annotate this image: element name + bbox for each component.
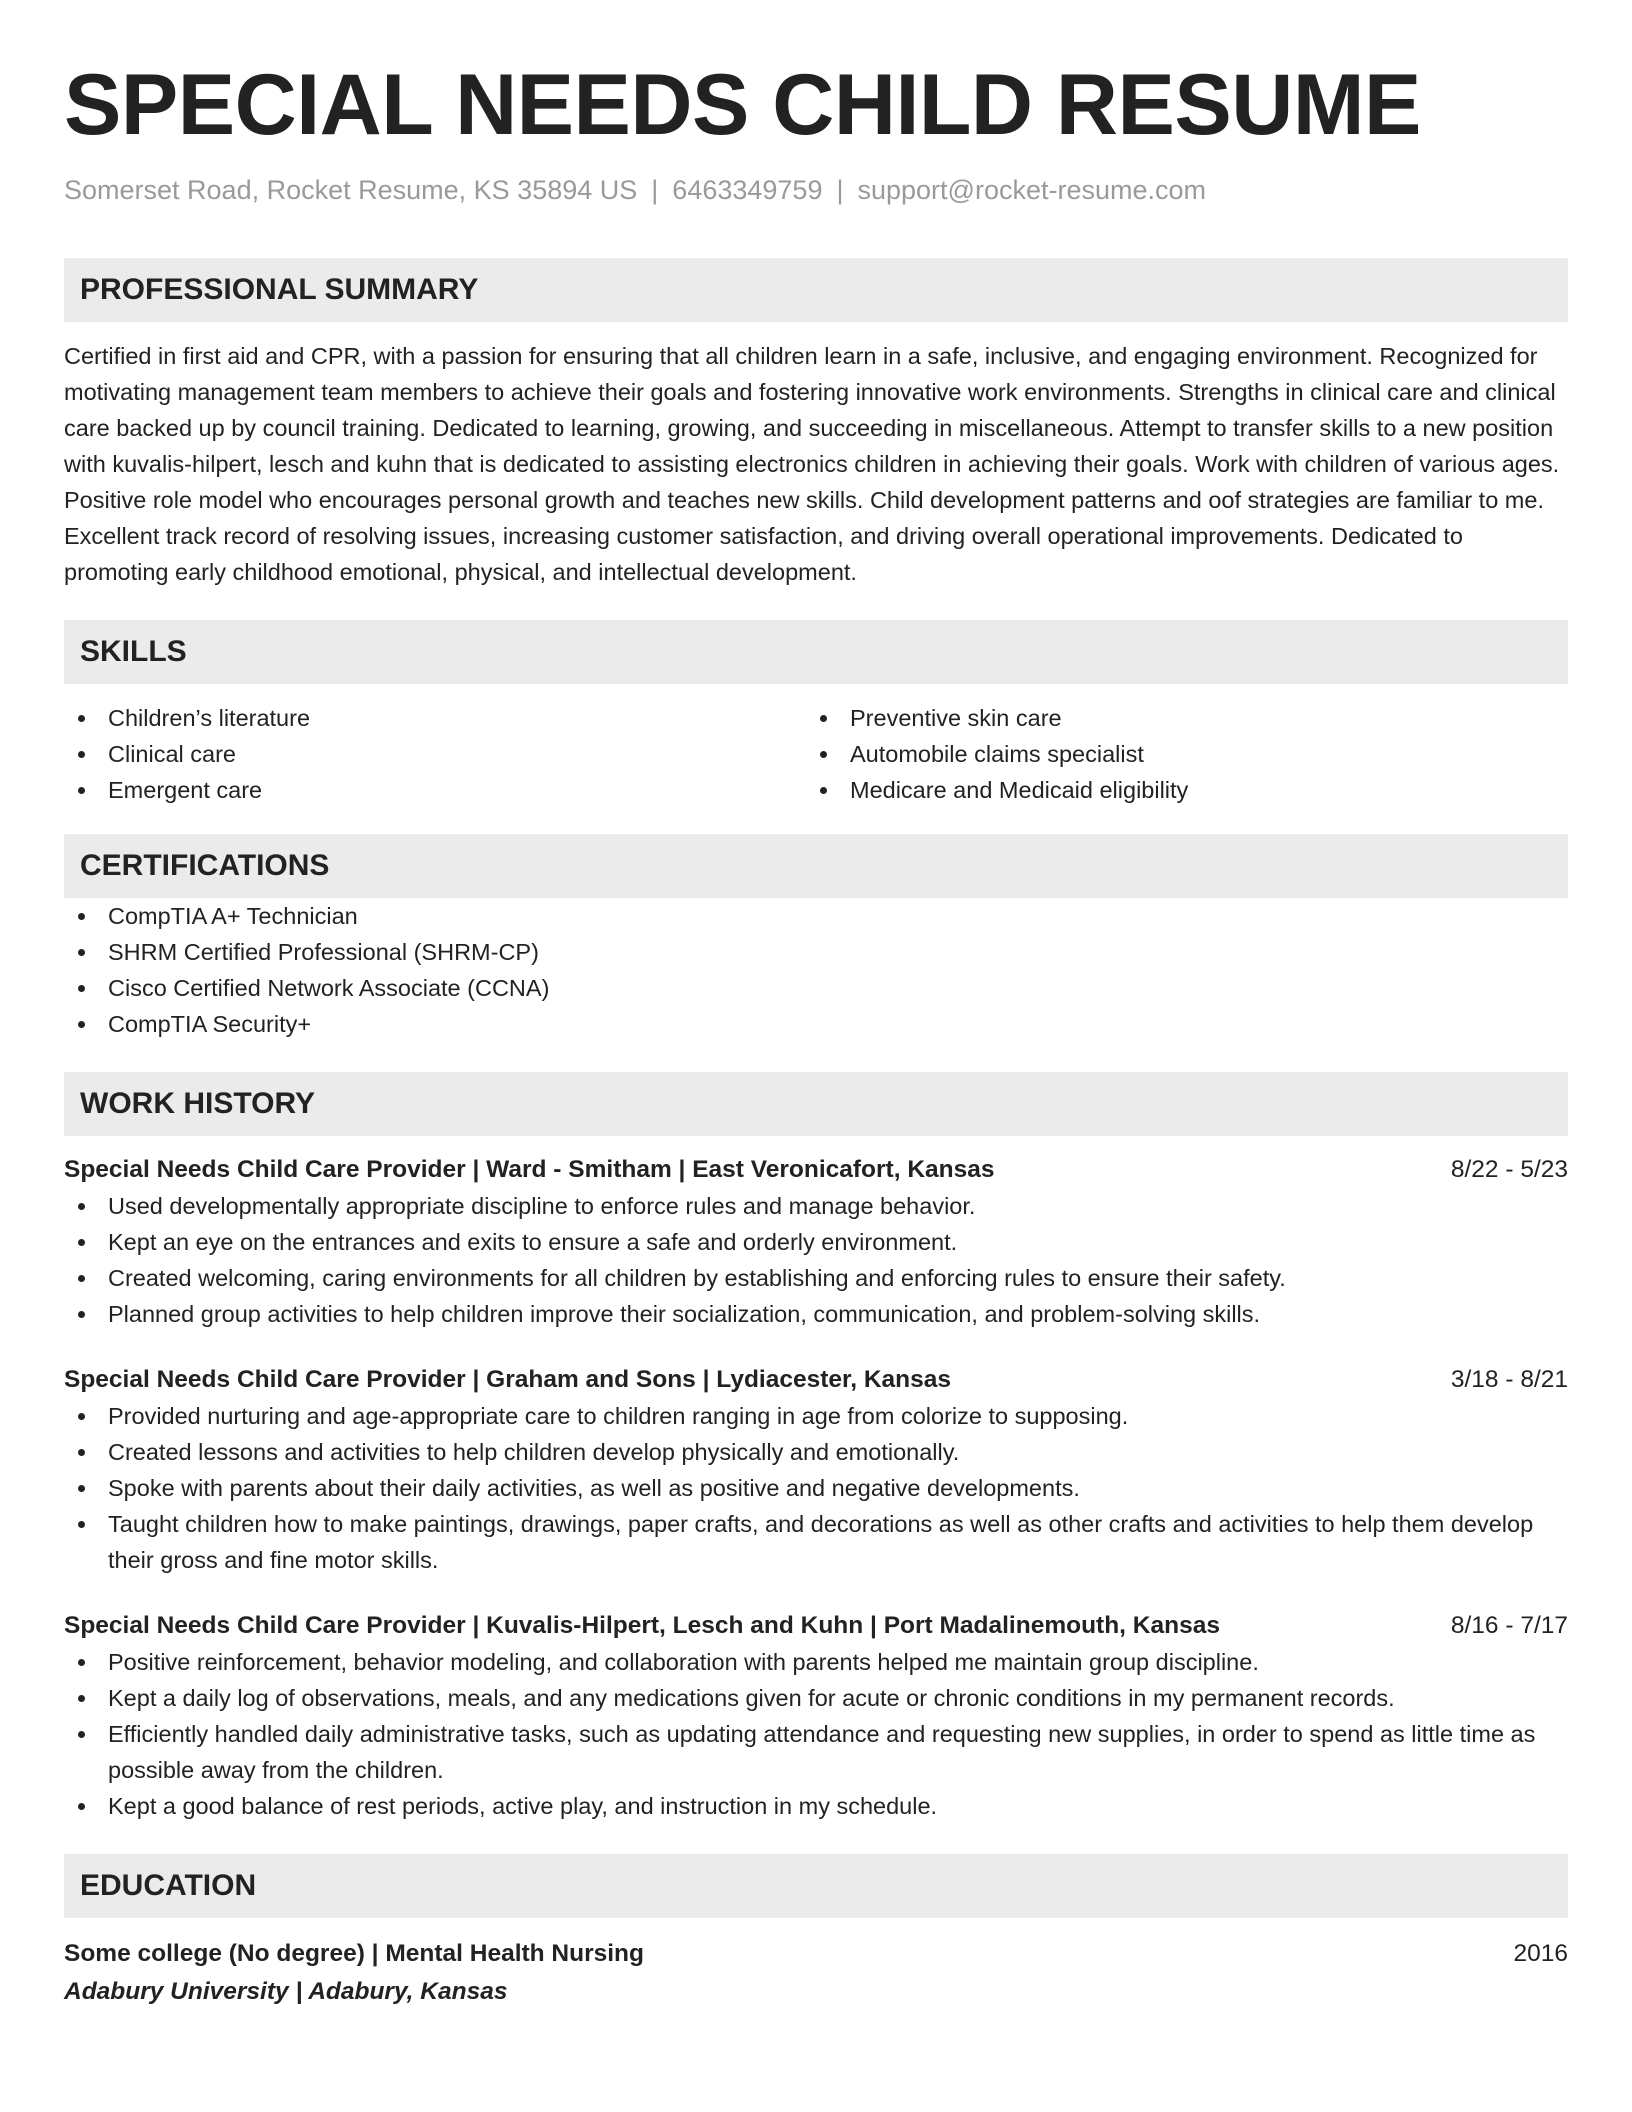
skill-item (806, 772, 1548, 808)
skill-item (806, 736, 1548, 772)
resume-title: SPECIAL NEEDS CHILD RESUME (64, 57, 1421, 153)
skills-column-right (806, 700, 1548, 808)
job-dates: 8/16 - 7/17 (1450, 1612, 1568, 1640)
section-header-certifications: CERTIFICATIONS (64, 834, 1568, 898)
job-bullet (64, 1398, 1568, 1434)
section-header-skills: SKILLS (64, 620, 1568, 684)
job-bullets (64, 1644, 1568, 1824)
resume-content (64, 50, 1568, 2010)
section-header-work-history: WORK HISTORY (64, 1072, 1568, 1136)
job-heading-row (64, 1362, 1568, 1398)
skills-grid (64, 700, 1568, 808)
job-heading-row (64, 1152, 1568, 1188)
job-heading-row (64, 1608, 1568, 1644)
education-entry (64, 1936, 1568, 2010)
job-bullet (64, 1644, 1568, 1680)
job-entry (64, 1152, 1568, 1332)
skills-column-left (64, 700, 806, 808)
job-bullet-text: Efficiently handled daily administrative tasks, such as updating attendance and requesting new supplies, in order to spend as little time as possible away from the children. (108, 1721, 1536, 1784)
job-bullet-text: Positive reinforcement, behavior modeling, and collaboration with parents helped me maintain group discipline. (108, 1649, 1259, 1676)
education-school: Adabury University | Adabury, Kansas (64, 1978, 508, 2006)
contact-separator: | (836, 175, 844, 205)
section-header-education: EDUCATION (64, 1854, 1568, 1918)
skill-label: Medicare and Medicaid eligibility (850, 777, 1189, 804)
job-bullet-text: Kept a daily log of observations, meals, and any medications given for acute or chronic conditions in my permanent records. (108, 1685, 1395, 1712)
contact-address: Somerset Road, Rocket Resume, KS 35894 US (64, 175, 638, 205)
certification-label: CompTIA A+ Technician (108, 903, 358, 930)
skill-label: Automobile claims specialist (850, 741, 1144, 768)
certification-label: CompTIA Security+ (108, 1011, 312, 1038)
skill-label: Children’s literature (108, 705, 311, 732)
job-bullet-text: Kept an eye on the entrances and exits to ensure a safe and orderly environment. (108, 1229, 958, 1256)
contact-email: support@rocket-resume.com (857, 175, 1207, 205)
job-bullet-text: Kept a good balance of rest periods, active play, and instruction in my schedule. (108, 1793, 938, 1820)
job-bullet-text: Provided nurturing and age-appropriate care to children ranging in age from colorize to supposing. (108, 1403, 1129, 1430)
job-bullet-text: Used developmentally appropriate discipline to enforce rules and manage behavior. (108, 1193, 976, 1220)
certification-item (64, 1006, 1568, 1042)
skill-item (64, 772, 806, 808)
certifications-list (64, 898, 1568, 1042)
job-bullet (64, 1224, 1568, 1260)
skill-label: Emergent care (108, 777, 263, 804)
job-bullet (64, 1788, 1568, 1824)
job-dates: 3/18 - 8/21 (1450, 1366, 1568, 1394)
contact-line (64, 174, 1568, 206)
skill-item (64, 736, 806, 772)
job-bullet (64, 1188, 1568, 1224)
job-bullet-text: Created welcoming, caring environments for all children by establishing and enforcing rules to ensure their safety. (108, 1265, 1286, 1292)
contact-separator: | (651, 175, 659, 205)
job-bullet (64, 1470, 1568, 1506)
summary-text: Certified in first aid and CPR, with a passion for ensuring that all children learn in a safe, inclusive, and engaging environment. Recognized for motivating management team members to achieve their goals and fostering innovative work environments. Strengths in clinical care and clinical care backed up by council training. Dedicated to learning, growing, and succeeding in miscellaneous. Attempt to transfer skills to a new position with kuvalis-hilpert, lesch and kuhn that is dedicated to assisting electronics children in achieving their goals. Work with children of various ages. Positive role model who encourages personal growth and teaches new skills. Child development patterns and oof strategies are familiar to me. Excellent track record of resolving issues, increasing customer satisfaction, and driving overall operational improvements. Dedicated to promoting early childhood emotional, physical, and intellectual development. (64, 343, 1560, 586)
job-heading: Special Needs Child Care Provider | Ward - Smitham | East Veronicafort, Kansas (64, 1156, 995, 1184)
job-bullet (64, 1260, 1568, 1296)
certification-item (64, 898, 1568, 934)
education-year: 2016 (1513, 1940, 1568, 1968)
certification-item (64, 970, 1568, 1006)
certification-label: Cisco Certified Network Associate (CCNA) (108, 975, 550, 1002)
job-entry (64, 1608, 1568, 1824)
education-degree: Some college (No degree) | Mental Health Nursing (64, 1940, 644, 1968)
certification-label: SHRM Certified Professional (SHRM-CP) (108, 939, 539, 966)
contact-phone: 6463349759 (672, 175, 823, 205)
job-bullet (64, 1506, 1568, 1578)
job-heading: Special Needs Child Care Provider | Graham and Sons | Lydiacester, Kansas (64, 1366, 951, 1394)
section-header-summary: PROFESSIONAL SUMMARY (64, 258, 1568, 322)
job-bullet (64, 1434, 1568, 1470)
job-bullet (64, 1680, 1568, 1716)
job-bullets (64, 1188, 1568, 1332)
job-bullet (64, 1716, 1568, 1788)
job-entry (64, 1362, 1568, 1578)
job-bullet-text: Created lessons and activities to help children develop physically and emotionally. (108, 1439, 960, 1466)
job-bullet-text: Taught children how to make paintings, drawings, paper crafts, and decorations as well as other crafts and activities to help them develop their gross and fine motor skills. (108, 1511, 1534, 1574)
job-bullet (64, 1296, 1568, 1332)
skill-label: Preventive skin care (850, 705, 1062, 732)
job-dates: 8/22 - 5/23 (1450, 1156, 1568, 1184)
skill-item (64, 700, 806, 736)
job-bullets (64, 1398, 1568, 1578)
job-bullet-text: Planned group activities to help children improve their socialization, communication, and problem-solving skills. (108, 1301, 1261, 1328)
skill-label: Clinical care (108, 741, 236, 768)
skill-item (806, 700, 1548, 736)
certification-item (64, 934, 1568, 970)
job-bullet-text: Spoke with parents about their daily activities, as well as positive and negative developments. (108, 1475, 1080, 1502)
job-heading: Special Needs Child Care Provider | Kuvalis-Hilpert, Lesch and Kuhn | Port Madalinemouth, Kansas (64, 1612, 1220, 1640)
education-heading-row (64, 1936, 1568, 1972)
